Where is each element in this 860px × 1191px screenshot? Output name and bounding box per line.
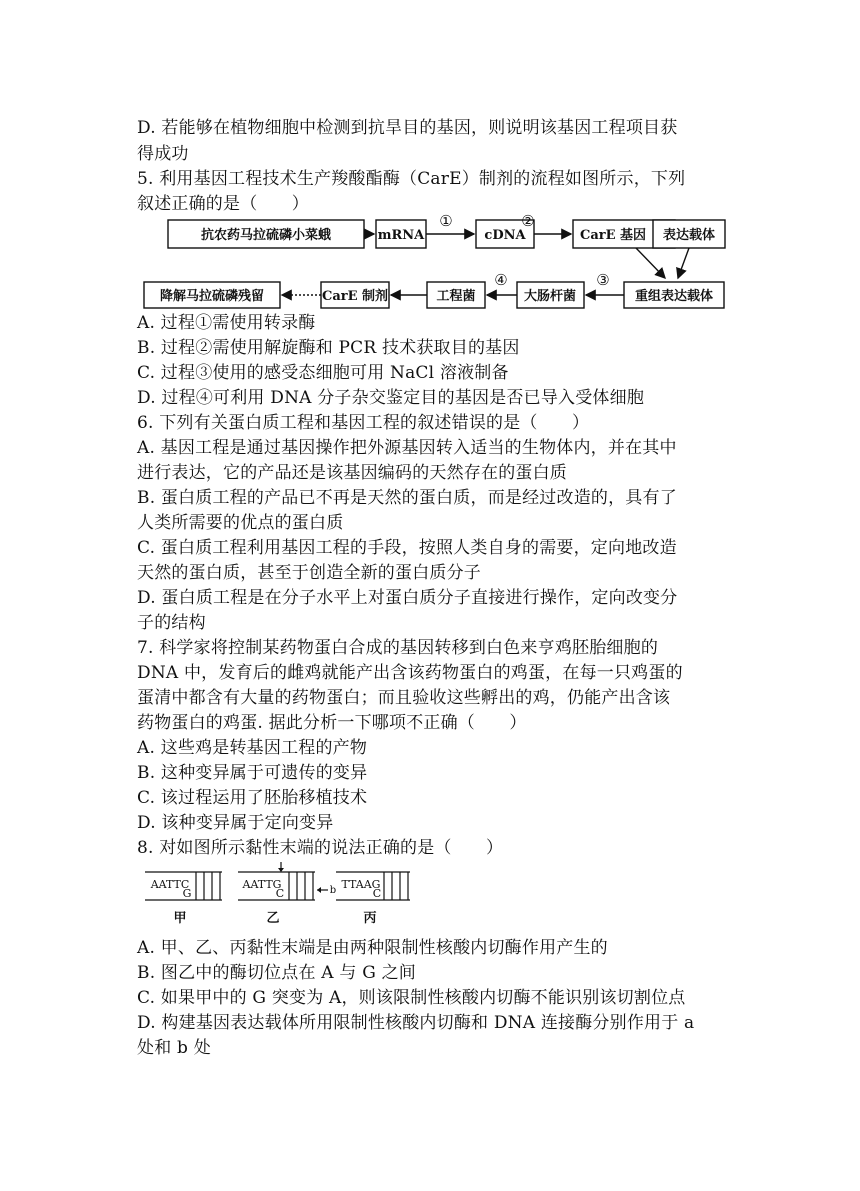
q5-option-a: A. 过程①需使用转录酶 bbox=[137, 313, 316, 333]
yi-label: 乙 bbox=[266, 911, 280, 926]
jia-bottom-seq: G bbox=[182, 887, 192, 900]
sticky-ends-figure bbox=[140, 862, 420, 932]
q6-option-a-line1: A. 基因工程是通过基因操作把外源基因转入适当的生物体内，并在其中 bbox=[137, 438, 677, 458]
q8-stem: 8. 对如图所示黏性末端的说法正确的是（ ） bbox=[137, 838, 504, 858]
q6-option-c-line1: C. 蛋白质工程利用基因工程的手段，按照人类自身的需要，定向地改造 bbox=[137, 538, 677, 558]
step3-label: ③ bbox=[596, 271, 610, 289]
step4-label: ④ bbox=[494, 271, 508, 289]
q7-option-b: B. 这种变异属于可遗传的变异 bbox=[137, 763, 368, 783]
bing-top-seq: TTAAG bbox=[341, 878, 381, 891]
q6-option-d-line1: D. 蛋白质工程是在分子水平上对蛋白质分子直接进行操作，定向改变分 bbox=[137, 588, 678, 608]
q6-option-b-line2: 人类所需要的优点的蛋白质 bbox=[137, 513, 344, 533]
label-recomb: 重组表达载体 bbox=[634, 289, 714, 304]
step1-label: ① bbox=[439, 212, 453, 230]
q6-option-c-line2: 天然的蛋白质，甚至于创造全新的蛋白质分子 bbox=[137, 563, 481, 583]
step2-label: ② bbox=[521, 212, 535, 230]
mark-b: b bbox=[329, 885, 337, 896]
q5-stem-line1: 5. 利用基因工程技术生产羧酸酯酶（CarE）制剂的流程如图所示，下列 bbox=[137, 169, 686, 189]
yi-top-seq: AATTG bbox=[242, 878, 282, 891]
bing-bottom-seq: C bbox=[372, 887, 382, 900]
jia-label: 甲 bbox=[173, 911, 187, 926]
bing-label: 丙 bbox=[363, 911, 377, 926]
q5-option-d: D. 过程④可利用 DNA 分子杂交鉴定目的基因是否已导入受体细胞 bbox=[137, 388, 645, 408]
care-flowchart bbox=[140, 212, 730, 312]
label-mrna: mRNA bbox=[377, 228, 425, 243]
yi-bottom-seq: C bbox=[275, 887, 285, 900]
q7-stem-line2: DNA 中，发育后的雌鸡就能产出含该药物蛋白的鸡蛋，在每一只鸡蛋的 bbox=[137, 663, 683, 683]
q4-option-d-line1: D. 若能够在植物细胞中检测到抗旱目的基因，则说明该基因工程项目获 bbox=[137, 118, 678, 138]
q8-option-a: A. 甲、乙、丙黏性末端是由两种限制性核酸内切酶作用产生的 bbox=[137, 938, 608, 958]
q7-stem-line3: 蛋清中都含有大量的药物蛋白；而且验收这些孵出的鸡，仍能产出含该 bbox=[137, 688, 671, 708]
q8-option-c: C. 如果甲中的 G 突变为 A，则该限制性核酸内切酶不能识别该切割位点 bbox=[137, 988, 686, 1008]
label-degrade: 降解马拉硫磷残留 bbox=[159, 289, 265, 304]
q5-option-c: C. 过程③使用的感受态细胞可用 NaCl 溶液制备 bbox=[137, 363, 509, 383]
q6-stem: 6. 下列有关蛋白质工程和基因工程的叙述错误的是（ ） bbox=[137, 413, 590, 433]
q7-stem-line4: 药物蛋白的鸡蛋. 据此分析一下哪项不正确（ ） bbox=[137, 713, 527, 733]
q4-option-d-line2: 得成功 bbox=[137, 144, 189, 164]
q7-stem-line1: 7. 科学家将控制某药物蛋白合成的基因转移到白色来亨鸡胚胎细胞的 bbox=[137, 638, 659, 658]
q7-option-d: D. 该种变异属于定向变异 bbox=[137, 813, 334, 833]
label-engineered: 工程菌 bbox=[436, 289, 476, 304]
q8-option-d-line1: D. 构建基因表达载体所用限制性核酸内切酶和 DNA 连接酶分别作用于 a bbox=[137, 1013, 695, 1033]
label-cdna: cDNA bbox=[484, 228, 526, 243]
q5-stem-line2: 叙述正确的是（ ） bbox=[137, 194, 309, 214]
q8-option-b: B. 图乙中的酶切位点在 A 与 G 之间 bbox=[137, 963, 416, 983]
q8-option-d-line2: 处和 b 处 bbox=[137, 1038, 211, 1058]
label-mouse: 抗农药马拉硫磷小菜蛾 bbox=[200, 228, 332, 243]
mark-a bbox=[274, 862, 280, 863]
q7-option-c: C. 该过程运用了胚胎移植技术 bbox=[137, 788, 368, 808]
q6-option-b-line1: B. 蛋白质工程的产品已不再是天然的蛋白质，而是经过改造的，具有了 bbox=[137, 488, 677, 508]
label-vector: 表达载体 bbox=[662, 228, 716, 243]
jia-top-seq: AATTC bbox=[150, 878, 190, 891]
label-ecoli: 大肠杆菌 bbox=[523, 289, 577, 304]
q6-option-a-line2: 进行表达，它的产品还是该基因编码的天然存在的蛋白质 bbox=[137, 463, 567, 483]
q6-option-d-line2: 子的结构 bbox=[137, 613, 206, 633]
q7-option-a: A. 这些鸡是转基因工程的产物 bbox=[137, 738, 368, 758]
label-prep: CarE 制剂 bbox=[321, 289, 389, 304]
label-care-gene: CarE 基因 bbox=[579, 228, 647, 243]
q5-option-b: B. 过程②需使用解旋酶和 PCR 技术获取目的基因 bbox=[137, 338, 520, 358]
